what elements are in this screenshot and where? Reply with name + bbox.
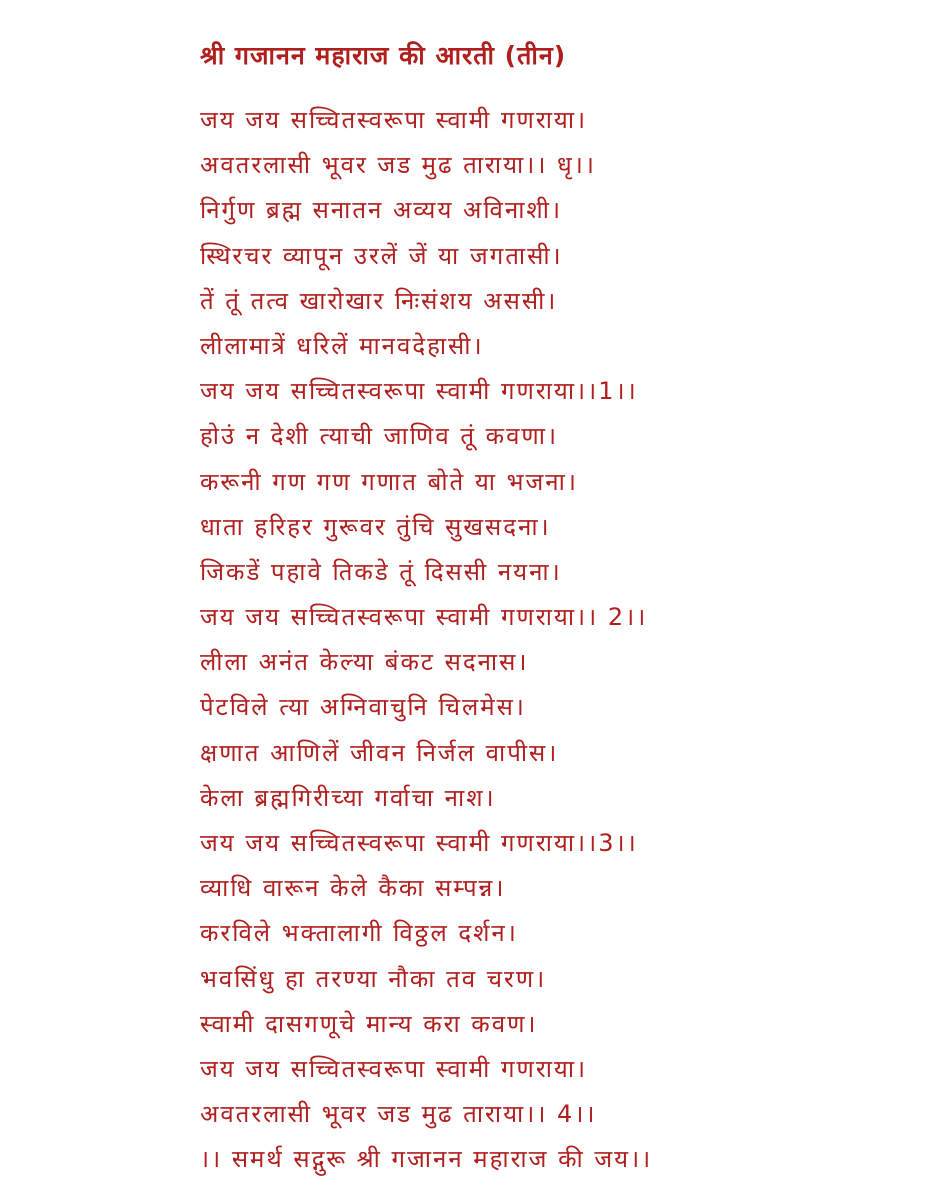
verse-line: जय जय सच्चितस्वरूपा स्वामी गणराया।। 2।। <box>200 603 648 632</box>
verse-line: अवतरलासी भूवर जड मुढ ताराया।। धृ।। <box>200 151 596 180</box>
verse-line: व्याधि वारून केले कैका सम्पन्न। <box>200 874 506 903</box>
verse-line: जय जय सच्चितस्वरूपा स्वामी गणराया।।1।। <box>200 377 638 406</box>
verse-line: करूनी गण गण गणात बोते या भजना। <box>200 467 578 496</box>
verse-line: लीला अनंत केल्या बंकट सदनास। <box>200 648 529 677</box>
verse-line: स्थिरचर व्यापून उरलें जें या जगतासी। <box>200 241 563 270</box>
verse-line: केला ब्रह्मगिरीच्या गर्वाचा नाश। <box>200 783 496 812</box>
verse-line: क्षणात आणिलें जीवन निर्जल वापीस। <box>200 738 559 767</box>
verse-line: होउं न देशी त्याची जाणिव तूं कवणा। <box>200 422 559 451</box>
verse-line: धाता हरिहर गुरूवर तुंचि सुखसदना। <box>200 512 551 541</box>
verse-line: पेटविले त्या अग्निवाचुनि चिलमेस। <box>200 693 526 722</box>
verse-line: ।। समर्थ सद्गुरू श्री गजानन महाराज की जय।। <box>200 1145 653 1174</box>
verse-line: भवसिंधु हा तरण्या नौका तव चरण। <box>200 964 547 993</box>
page-title: श्री गजानन महाराज की आरती (तीन) <box>200 41 567 70</box>
verse-line: तें तूं तत्व खारोखार निःसंशय अससी। <box>200 286 558 315</box>
verse-line: जिकडें पहावे तिकडे तूं दिससी नयना। <box>200 557 562 586</box>
verse-line: स्वामी दासगणूचे मान्य करा कवण। <box>200 1009 538 1038</box>
verse-line: निर्गुण ब्रह्म सनातन अव्यय अविनाशी। <box>200 196 563 225</box>
verse-line: लीलामात्रें धरिलें मानवदेहासी। <box>200 331 484 360</box>
verse-line: अवतरलासी भूवर जड मुढ ताराया।। 4।। <box>200 1100 597 1129</box>
verse-list <box>200 98 920 1183</box>
verse-line: जय जय सच्चितस्वरूपा स्वामी गणराया।।3।। <box>200 829 638 857</box>
verse-line: जय जय सच्चितस्वरूपा स्वामी गणराया। <box>200 106 588 134</box>
verse-line: करविले भक्तालागी विठ्ठल दर्शन। <box>200 919 518 948</box>
verse-line: जय जय सच्चितस्वरूपा स्वामी गणराया। <box>200 1054 588 1083</box>
